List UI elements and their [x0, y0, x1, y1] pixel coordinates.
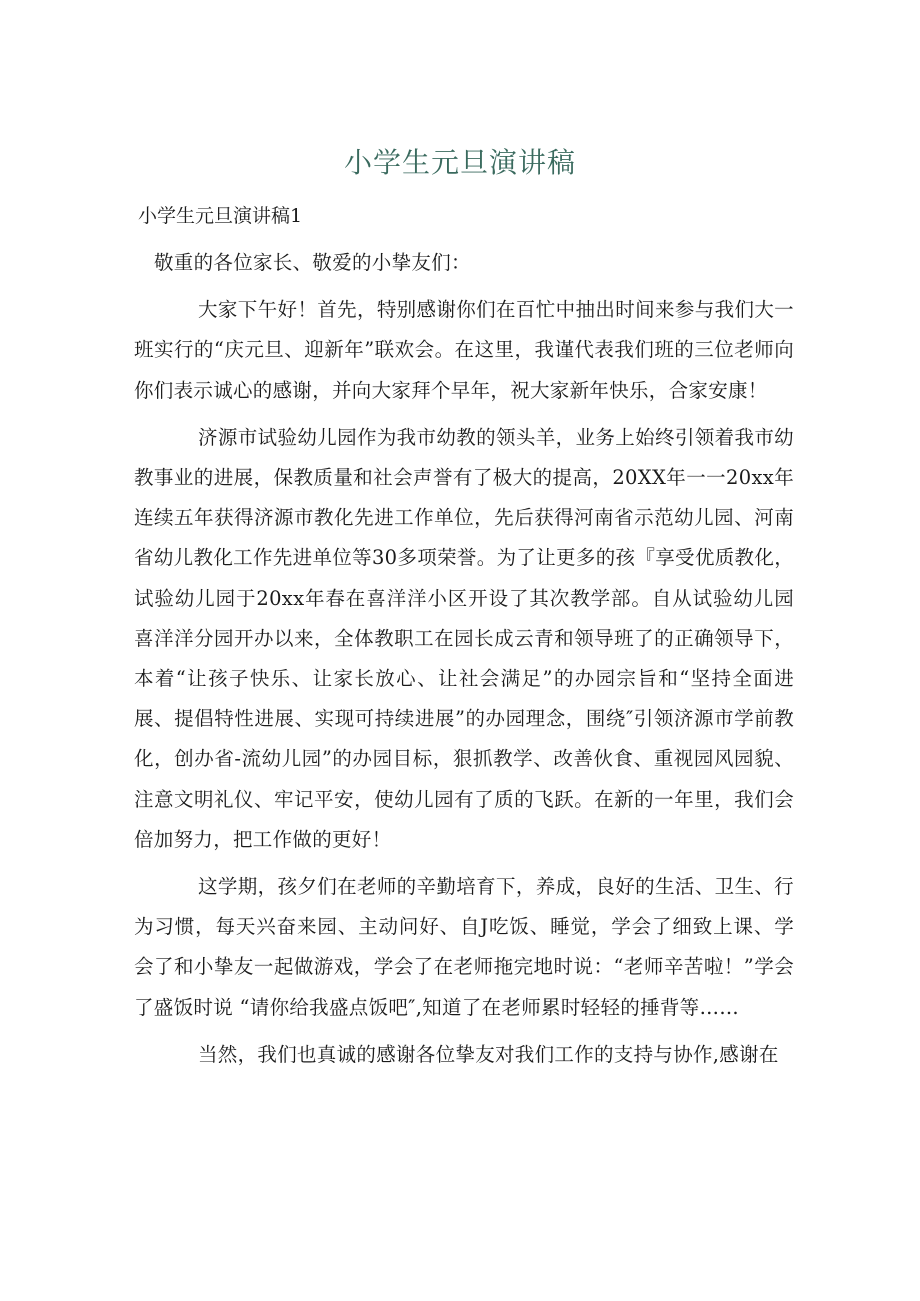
paragraph-1: 大家下午好！首先，特别感谢你们在百忙中抽出时间来参与我们大一班实行的“庆元旦、迎新年”联欢会。在这里，我谨代表我们班的三位老师向你们表示诚心的感谢，并向大家拜个早年，祝大家新年快乐，合家安康！ — [134, 298, 794, 402]
document-title: 小学生元旦演讲稿 — [343, 146, 576, 179]
paragraph-2: 济源市试验幼儿园作为我市幼教的领头羊，业务上始终引领着我市幼教事业的进展，保教质量和社会声誉有了极大的提高，20XX年一一20xx年连续五年获得济源市教化先进工作单位，先后获得河南省示范幼儿园、河南省幼儿教化工作先进单位等30多项荣誉。为了让更多的孩『享受优质教化，试验幼儿园于20xx年春在喜洋洋小区开设了其次教学部。自从试验幼儿园喜洋洋分园开办以来，全体教职工在园长成云青和领导班了的正确领导下，本着“让孩子快乐、让家长放心、让社会满足”的办园宗旨和“坚持全面进展、提倡特性进展、实现可持续进展”的办园理念，围绕″引领济源市学前教化，创办省-流幼儿园”的办园目标，狠抓教学、改善伙食、重视园风园貌、注意文明礼仪、牢记平安，使幼儿园有了质的飞跃。在新的一年里，我们会倍加努力，把工作做的更好！ — [134, 425, 794, 851]
salutation: 敬重的各位家长、敬爱的小挚友们： — [154, 251, 471, 274]
document-body — [134, 243, 794, 1082]
paragraph-4: 当然，我们也真诚的感谢各位挚友对我们工作的支持与协作,感谢在 — [198, 1042, 779, 1066]
paragraph-3: 这学期，孩夕们在老师的辛勤培育下，养成，良好的生活、卫生、行为习惯，每天兴奋来园、主动问好、自J吃饭、睡觉，学会了细致上课、学会了和小挚友一起做游戏，学会了在老师拖完地时说：“老师辛苦啦！”学会了盛饭时说 “请你给我盛点饭吧″,知道了在老师累时轻轻的捶背等…… — [134, 875, 794, 1019]
document-subtitle: 小学生元旦演讲稿1 — [138, 205, 303, 227]
